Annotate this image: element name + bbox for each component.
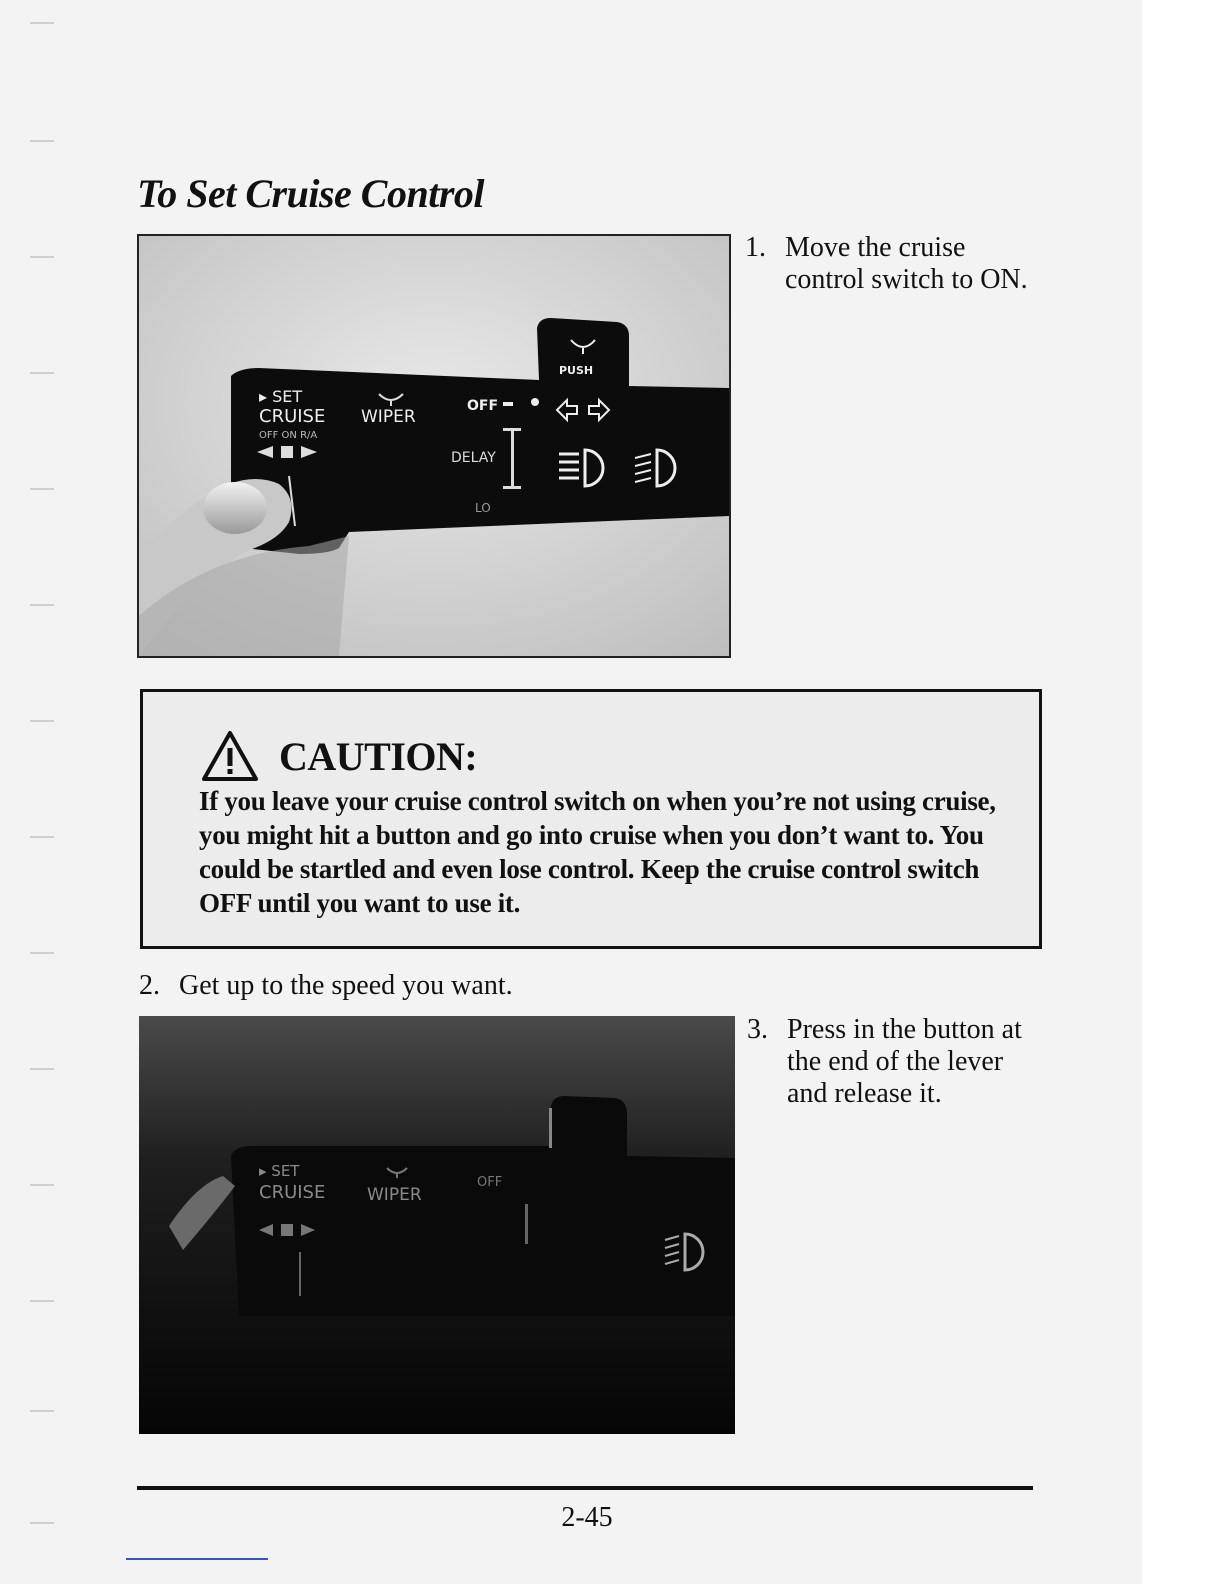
caution-label: CAUTION: xyxy=(279,733,478,779)
lever-cruise-label: CRUISE xyxy=(259,406,326,427)
page-number: 2-45 xyxy=(561,1502,613,1533)
lever-set-label: ▸ SET xyxy=(259,387,303,406)
lever-photo-switch xyxy=(137,234,731,658)
margin-tick xyxy=(30,488,54,490)
lever-lo-label: LO xyxy=(475,501,491,515)
margin-tick xyxy=(30,1184,54,1186)
bottom-link-underline xyxy=(126,1558,268,1560)
lever-wiper-label: WIPER xyxy=(361,407,416,427)
margin-tick xyxy=(30,720,54,722)
caution-box xyxy=(140,689,1042,949)
step-number: 1. xyxy=(745,232,766,263)
caution-text: If you leave your cruise control switch on when you’re not using cruise, you might hit a button and go into cruise when you don’t want to. You could be startled and even lose control. Keep the cruise control switch OFF until you want to use it. xyxy=(199,786,996,918)
lever-off-label: OFF xyxy=(477,1175,503,1190)
margin-tick xyxy=(30,1410,54,1412)
lever-set-label: ▸ SET xyxy=(259,1162,300,1180)
margin-tick xyxy=(30,256,54,258)
step-text: Get up to the speed you want. xyxy=(179,970,513,1001)
margin-tick xyxy=(30,1300,54,1302)
step-text: Press in the button at the end of the lever and release it. xyxy=(787,1014,1022,1109)
step-text: Move the cruise control switch to ON. xyxy=(785,232,1028,295)
warning-triangle-icon xyxy=(201,730,259,782)
step-number: 3. xyxy=(747,1014,768,1045)
margin-tick xyxy=(30,836,54,838)
margin-tick xyxy=(30,1522,54,1524)
caution-heading xyxy=(201,730,477,782)
lever-wiper-label: WIPER xyxy=(367,1185,422,1205)
margin-tick xyxy=(30,952,54,954)
margin-tick xyxy=(30,22,54,24)
lever-push-label: PUSH xyxy=(559,364,594,377)
margin-tick xyxy=(30,372,54,374)
margin-tick xyxy=(30,604,54,606)
lever-delay-label: DELAY xyxy=(451,450,496,466)
lever-cruise-label: CRUISE xyxy=(259,1182,326,1203)
section-title: To Set Cruise Control xyxy=(137,171,485,216)
margin-tick xyxy=(30,1068,54,1070)
lever-photo-button xyxy=(139,1016,735,1434)
margin-tick xyxy=(30,140,54,142)
lever-off-on-ra-label: OFF ON R/A xyxy=(259,430,318,441)
page-edge-strip xyxy=(1142,0,1224,1584)
lever-off-label: OFF xyxy=(467,398,499,414)
footer-rule xyxy=(137,1486,1033,1490)
step-number: 2. xyxy=(139,970,160,1001)
